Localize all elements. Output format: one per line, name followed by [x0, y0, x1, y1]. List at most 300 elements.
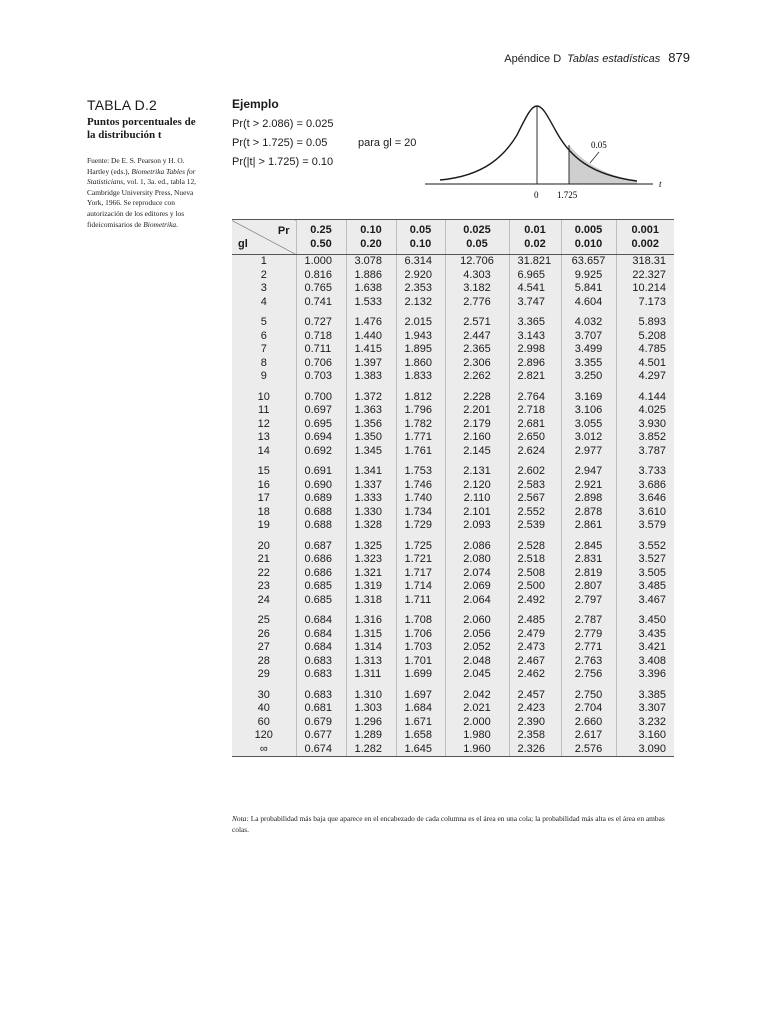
- table-row: [232, 594, 674, 608]
- value-cell: 0.677: [296, 729, 346, 743]
- example-line-2: [232, 134, 442, 153]
- value-cell: 3.747: [509, 296, 561, 310]
- value-cell: 0.684: [296, 628, 346, 642]
- table-row: [232, 465, 674, 479]
- spacer-cell: [561, 533, 616, 540]
- value-cell: 1.753: [396, 465, 445, 479]
- value-cell: 2.447: [445, 330, 509, 344]
- note-text: La probabilidad más baja que aparece en el encabezado de cada columna es el área en una cola; la probabilidad más alta es el área en ambas colas.: [232, 814, 665, 834]
- value-cell: 2.069: [445, 580, 509, 594]
- value-cell: 1.310: [346, 689, 396, 703]
- spacer-cell: [396, 533, 445, 540]
- value-cell: 3.505: [616, 567, 674, 581]
- value-cell: 3.365: [509, 316, 561, 330]
- value-cell: 2.776: [445, 296, 509, 310]
- value-cell: 0.697: [296, 404, 346, 418]
- value-cell: 3.579: [616, 519, 674, 533]
- pr-label: Pr: [277, 225, 290, 237]
- value-cell: 2.093: [445, 519, 509, 533]
- value-cell: 1.397: [346, 357, 396, 371]
- value-cell: 5.208: [616, 330, 674, 344]
- value-cell: 2.681: [509, 418, 561, 432]
- value-cell: 1.318: [346, 594, 396, 608]
- table-row: [232, 628, 674, 642]
- column-header: 0.001 0.002: [616, 220, 674, 255]
- value-cell: 1.372: [346, 391, 396, 405]
- value-cell: 0.683: [296, 689, 346, 703]
- value-cell: 2.000: [445, 716, 509, 730]
- value-cell: 4.604: [561, 296, 616, 310]
- value-cell: 1.476: [346, 316, 396, 330]
- value-cell: 2.052: [445, 641, 509, 655]
- value-cell: 3.467: [616, 594, 674, 608]
- value-cell: 2.567: [509, 492, 561, 506]
- table-row: [232, 655, 674, 669]
- value-cell: 1.703: [396, 641, 445, 655]
- spacer-cell: [561, 384, 616, 391]
- spacer-cell: [296, 309, 346, 316]
- spacer-cell: [445, 309, 509, 316]
- table-row: [232, 668, 674, 682]
- table-row: [232, 445, 674, 459]
- table-row: [232, 540, 674, 554]
- value-cell: 1.319: [346, 580, 396, 594]
- value-cell: 2.423: [509, 702, 561, 716]
- value-cell: 2.821: [509, 370, 561, 384]
- value-cell: 1.533: [346, 296, 396, 310]
- spacer-cell: [296, 458, 346, 465]
- column-header: 0.25 0.50: [296, 220, 346, 255]
- value-cell: 2.101: [445, 506, 509, 520]
- header-corner: [232, 220, 296, 255]
- value-cell: 2.650: [509, 431, 561, 445]
- spacer-cell: [561, 458, 616, 465]
- spacer-cell: [232, 533, 296, 540]
- df-cell: 30: [257, 688, 270, 701]
- df-cell: 60: [257, 715, 270, 728]
- value-cell: 318.31: [616, 255, 674, 269]
- example-df-note: para gl = 20: [358, 137, 417, 149]
- value-cell: 2.771: [561, 641, 616, 655]
- value-cell: 2.080: [445, 553, 509, 567]
- table-row: [232, 370, 674, 384]
- source-pre: Fuente: De E. S. Pearson y H. O. Hartley (eds.),: [87, 156, 185, 176]
- value-cell: 1.282: [346, 743, 396, 757]
- t-distribution-curve: [425, 100, 675, 205]
- value-cell: 2.048: [445, 655, 509, 669]
- df-cell: 40: [257, 702, 270, 714]
- value-cell: 2.779: [561, 628, 616, 642]
- value-cell: 3.852: [616, 431, 674, 445]
- value-cell: 2.921: [561, 479, 616, 493]
- value-cell: 2.898: [561, 492, 616, 506]
- df-cell: 9: [260, 370, 267, 382]
- density-curve: [440, 106, 637, 181]
- value-cell: 0.684: [296, 614, 346, 628]
- table-row: [232, 519, 674, 533]
- value-cell: 1.296: [346, 716, 396, 730]
- value-cell: 3.055: [561, 418, 616, 432]
- axis-label: t: [659, 179, 662, 189]
- value-cell: 2.845: [561, 540, 616, 554]
- value-cell: 1.895: [396, 343, 445, 357]
- column-header: 0.01 0.02: [509, 220, 561, 255]
- value-cell: 1.328: [346, 519, 396, 533]
- value-cell: 2.896: [509, 357, 561, 371]
- value-cell: 4.032: [561, 316, 616, 330]
- value-cell: 2.977: [561, 445, 616, 459]
- value-cell: 1.440: [346, 330, 396, 344]
- value-cell: 1.415: [346, 343, 396, 357]
- spacer-cell: [296, 384, 346, 391]
- value-cell: 1.684: [396, 702, 445, 716]
- spacer-cell: [396, 384, 445, 391]
- value-cell: 3.646: [616, 492, 674, 506]
- value-cell: 2.485: [509, 614, 561, 628]
- value-cell: 1.363: [346, 404, 396, 418]
- table-row: [232, 567, 674, 581]
- spacer-cell: [616, 384, 674, 391]
- table-row: [232, 255, 674, 269]
- value-cell: 3.232: [616, 716, 674, 730]
- t-value-label: 1.725: [557, 190, 578, 200]
- value-cell: 2.602: [509, 465, 561, 479]
- value-cell: 3.610: [616, 506, 674, 520]
- df-cell: 1: [260, 255, 267, 267]
- value-cell: 3.012: [561, 431, 616, 445]
- table-row: [232, 641, 674, 655]
- spacer-cell: [616, 533, 674, 540]
- df-cell: 22: [257, 566, 270, 579]
- value-cell: 1.330: [346, 506, 396, 520]
- spacer-cell: [616, 682, 674, 689]
- value-cell: 3.169: [561, 391, 616, 405]
- value-cell: 3.499: [561, 343, 616, 357]
- df-cell: 28: [257, 654, 270, 667]
- group-spacer: [232, 533, 674, 540]
- value-cell: 0.689: [296, 492, 346, 506]
- value-cell: 2.365: [445, 343, 509, 357]
- value-cell: 3.421: [616, 641, 674, 655]
- value-cell: 2.756: [561, 668, 616, 682]
- table-note: [232, 814, 677, 836]
- value-cell: 4.025: [616, 404, 674, 418]
- example-line-3: Pr(|t| > 1.725) = 0.10: [232, 156, 334, 168]
- value-cell: 0.703: [296, 370, 346, 384]
- value-cell: 3.355: [561, 357, 616, 371]
- value-cell: 1.960: [445, 743, 509, 757]
- value-cell: 3.143: [509, 330, 561, 344]
- value-cell: 1.714: [396, 580, 445, 594]
- value-cell: 1.699: [396, 668, 445, 682]
- value-cell: 1.383: [346, 370, 396, 384]
- value-cell: 2.819: [561, 567, 616, 581]
- example-heading: Ejemplo: [232, 97, 279, 111]
- spacer-cell: [346, 682, 396, 689]
- value-cell: 2.807: [561, 580, 616, 594]
- value-cell: 2.462: [509, 668, 561, 682]
- value-cell: 0.683: [296, 655, 346, 669]
- value-cell: 2.878: [561, 506, 616, 520]
- df-cell: 29: [257, 668, 270, 680]
- value-cell: 3.090: [616, 743, 674, 757]
- value-cell: 1.289: [346, 729, 396, 743]
- appendix-label: Apéndice D: [504, 53, 562, 65]
- value-cell: 1.645: [396, 743, 445, 757]
- table-row: [232, 431, 674, 445]
- value-cell: 3.396: [616, 668, 674, 682]
- value-cell: 0.700: [296, 391, 346, 405]
- source-note: [87, 156, 205, 230]
- spacer-cell: [232, 384, 296, 391]
- df-cell: 14: [257, 444, 270, 457]
- value-cell: 2.718: [509, 404, 561, 418]
- value-cell: 2.861: [561, 519, 616, 533]
- gl-label: gl: [238, 238, 248, 250]
- value-cell: 0.683: [296, 668, 346, 682]
- value-cell: 0.694: [296, 431, 346, 445]
- spacer-cell: [509, 309, 561, 316]
- value-cell: 2.132: [396, 296, 445, 310]
- value-cell: 1.321: [346, 567, 396, 581]
- value-cell: 1.658: [396, 729, 445, 743]
- value-cell: 2.060: [445, 614, 509, 628]
- value-cell: 1.315: [346, 628, 396, 642]
- table-body: [232, 255, 674, 757]
- column-header: 0.10 0.20: [346, 220, 396, 255]
- df-cell: 16: [257, 478, 270, 491]
- value-cell: 2.473: [509, 641, 561, 655]
- table-row: [232, 614, 674, 628]
- value-cell: 2.086: [445, 540, 509, 554]
- value-cell: 3.787: [616, 445, 674, 459]
- value-cell: 3.435: [616, 628, 674, 642]
- value-cell: 1.316: [346, 614, 396, 628]
- section-label: Tablas estadísticas: [567, 53, 661, 65]
- spacer-cell: [346, 458, 396, 465]
- value-cell: 0.765: [296, 282, 346, 296]
- spacer-cell: [396, 607, 445, 614]
- df-cell: 20: [257, 539, 270, 552]
- value-cell: 1.729: [396, 519, 445, 533]
- spacer-cell: [232, 682, 296, 689]
- value-cell: 2.583: [509, 479, 561, 493]
- df-cell: 18: [257, 505, 270, 518]
- value-cell: 1.345: [346, 445, 396, 459]
- value-cell: 1.860: [396, 357, 445, 371]
- value-cell: 2.306: [445, 357, 509, 371]
- value-cell: 2.326: [509, 743, 561, 757]
- value-cell: 2.015: [396, 316, 445, 330]
- value-cell: 0.674: [296, 743, 346, 757]
- df-cell: 17: [257, 492, 270, 504]
- value-cell: 1.000: [296, 255, 346, 269]
- value-cell: 2.120: [445, 479, 509, 493]
- table-caption: [87, 97, 205, 230]
- value-cell: 1.812: [396, 391, 445, 405]
- source-book: Biometrika Tables for Statisticians: [87, 166, 196, 187]
- value-cell: 1.886: [346, 269, 396, 283]
- value-cell: 2.528: [509, 540, 561, 554]
- spacer-cell: [445, 533, 509, 540]
- value-cell: 2.056: [445, 628, 509, 642]
- value-cell: 2.390: [509, 716, 561, 730]
- header-row: [232, 220, 674, 255]
- group-spacer: [232, 309, 674, 316]
- value-cell: 1.697: [396, 689, 445, 703]
- value-cell: 2.179: [445, 418, 509, 432]
- value-cell: 1.711: [396, 594, 445, 608]
- value-cell: 1.746: [396, 479, 445, 493]
- value-cell: 2.228: [445, 391, 509, 405]
- column-header: 0.025 0.05: [445, 220, 509, 255]
- spacer-cell: [396, 682, 445, 689]
- value-cell: 9.925: [561, 269, 616, 283]
- df-cell: 120: [254, 729, 273, 741]
- spacer-cell: [445, 607, 509, 614]
- value-cell: 1.740: [396, 492, 445, 506]
- value-cell: 4.297: [616, 370, 674, 384]
- value-cell: 0.816: [296, 269, 346, 283]
- value-cell: 2.576: [561, 743, 616, 757]
- t-table: [232, 219, 674, 757]
- running-head: [480, 50, 690, 65]
- value-cell: 12.706: [445, 255, 509, 269]
- value-cell: 1.717: [396, 567, 445, 581]
- value-cell: 2.797: [561, 594, 616, 608]
- column-header: 0.005 0.010: [561, 220, 616, 255]
- value-cell: 0.741: [296, 296, 346, 310]
- value-cell: 2.518: [509, 553, 561, 567]
- value-cell: 1.356: [346, 418, 396, 432]
- spacer-cell: [616, 607, 674, 614]
- df-cell: ∞: [232, 743, 296, 757]
- value-cell: 1.337: [346, 479, 396, 493]
- value-cell: 1.314: [346, 641, 396, 655]
- value-cell: 3.408: [616, 655, 674, 669]
- spacer-cell: [232, 607, 296, 614]
- df-cell: 13: [257, 431, 270, 443]
- value-cell: 1.721: [396, 553, 445, 567]
- value-cell: 3.307: [616, 702, 674, 716]
- value-cell: 1.350: [346, 431, 396, 445]
- value-cell: 3.078: [346, 255, 396, 269]
- value-cell: 2.998: [509, 343, 561, 357]
- value-cell: 1.325: [346, 540, 396, 554]
- value-cell: 0.686: [296, 567, 346, 581]
- value-cell: 1.313: [346, 655, 396, 669]
- value-cell: 1.980: [445, 729, 509, 743]
- spacer-cell: [296, 607, 346, 614]
- value-cell: 0.695: [296, 418, 346, 432]
- table-row: [232, 689, 674, 703]
- value-cell: 2.500: [509, 580, 561, 594]
- spacer-cell: [346, 384, 396, 391]
- value-cell: 3.686: [616, 479, 674, 493]
- spacer-cell: [346, 533, 396, 540]
- value-cell: 1.943: [396, 330, 445, 344]
- spacer-cell: [509, 458, 561, 465]
- value-cell: 63.657: [561, 255, 616, 269]
- spacer-cell: [445, 682, 509, 689]
- value-cell: 5.841: [561, 282, 616, 296]
- table-row: [232, 702, 674, 716]
- value-cell: 0.706: [296, 357, 346, 371]
- value-cell: 1.725: [396, 540, 445, 554]
- df-cell: 4: [260, 295, 267, 308]
- value-cell: 3.552: [616, 540, 674, 554]
- table-row: [232, 282, 674, 296]
- table-row: [232, 357, 674, 371]
- value-cell: 0.685: [296, 580, 346, 594]
- value-cell: 4.144: [616, 391, 674, 405]
- spacer-cell: [296, 533, 346, 540]
- note-label: Nota:: [232, 814, 249, 823]
- value-cell: 0.688: [296, 519, 346, 533]
- value-cell: 2.353: [396, 282, 445, 296]
- value-cell: 1.761: [396, 445, 445, 459]
- source-end: .: [176, 219, 178, 229]
- value-cell: 0.679: [296, 716, 346, 730]
- group-spacer: [232, 384, 674, 391]
- value-cell: 2.074: [445, 567, 509, 581]
- value-cell: 4.303: [445, 269, 509, 283]
- spacer-cell: [396, 309, 445, 316]
- spacer-cell: [616, 309, 674, 316]
- spacer-cell: [561, 309, 616, 316]
- value-cell: 1.706: [396, 628, 445, 642]
- value-cell: 2.131: [445, 465, 509, 479]
- spacer-cell: [346, 607, 396, 614]
- value-cell: 31.821: [509, 255, 561, 269]
- spacer-cell: [445, 384, 509, 391]
- value-cell: 1.323: [346, 553, 396, 567]
- table-row: [232, 479, 674, 493]
- value-cell: 2.539: [509, 519, 561, 533]
- value-cell: 0.718: [296, 330, 346, 344]
- value-cell: 2.160: [445, 431, 509, 445]
- spacer-cell: [396, 458, 445, 465]
- value-cell: 10.214: [616, 282, 674, 296]
- table-row: [232, 580, 674, 594]
- value-cell: 6.314: [396, 255, 445, 269]
- value-cell: 3.527: [616, 553, 674, 567]
- value-cell: 2.571: [445, 316, 509, 330]
- value-cell: 1.638: [346, 282, 396, 296]
- value-cell: 4.785: [616, 343, 674, 357]
- value-cell: 7.173: [616, 296, 674, 310]
- table-row: [232, 492, 674, 506]
- example-line-1: Pr(t > 2.086) = 0.025: [232, 118, 334, 130]
- value-cell: 2.624: [509, 445, 561, 459]
- value-cell: 0.684: [296, 641, 346, 655]
- value-cell: 3.106: [561, 404, 616, 418]
- df-cell: 6: [260, 329, 267, 342]
- value-cell: 2.467: [509, 655, 561, 669]
- table-header: [232, 220, 674, 255]
- spacer-cell: [509, 384, 561, 391]
- table-row: [232, 316, 674, 330]
- value-cell: 0.686: [296, 553, 346, 567]
- table-title: TABLA D.2: [87, 97, 158, 113]
- t-distribution-table: [232, 219, 674, 757]
- group-spacer: [232, 682, 674, 689]
- value-cell: 2.508: [509, 567, 561, 581]
- example-line-2-text: Pr(t > 1.725) = 0.05: [232, 137, 328, 149]
- value-cell: 2.021: [445, 702, 509, 716]
- value-cell: 0.711: [296, 343, 346, 357]
- value-cell: 0.692: [296, 445, 346, 459]
